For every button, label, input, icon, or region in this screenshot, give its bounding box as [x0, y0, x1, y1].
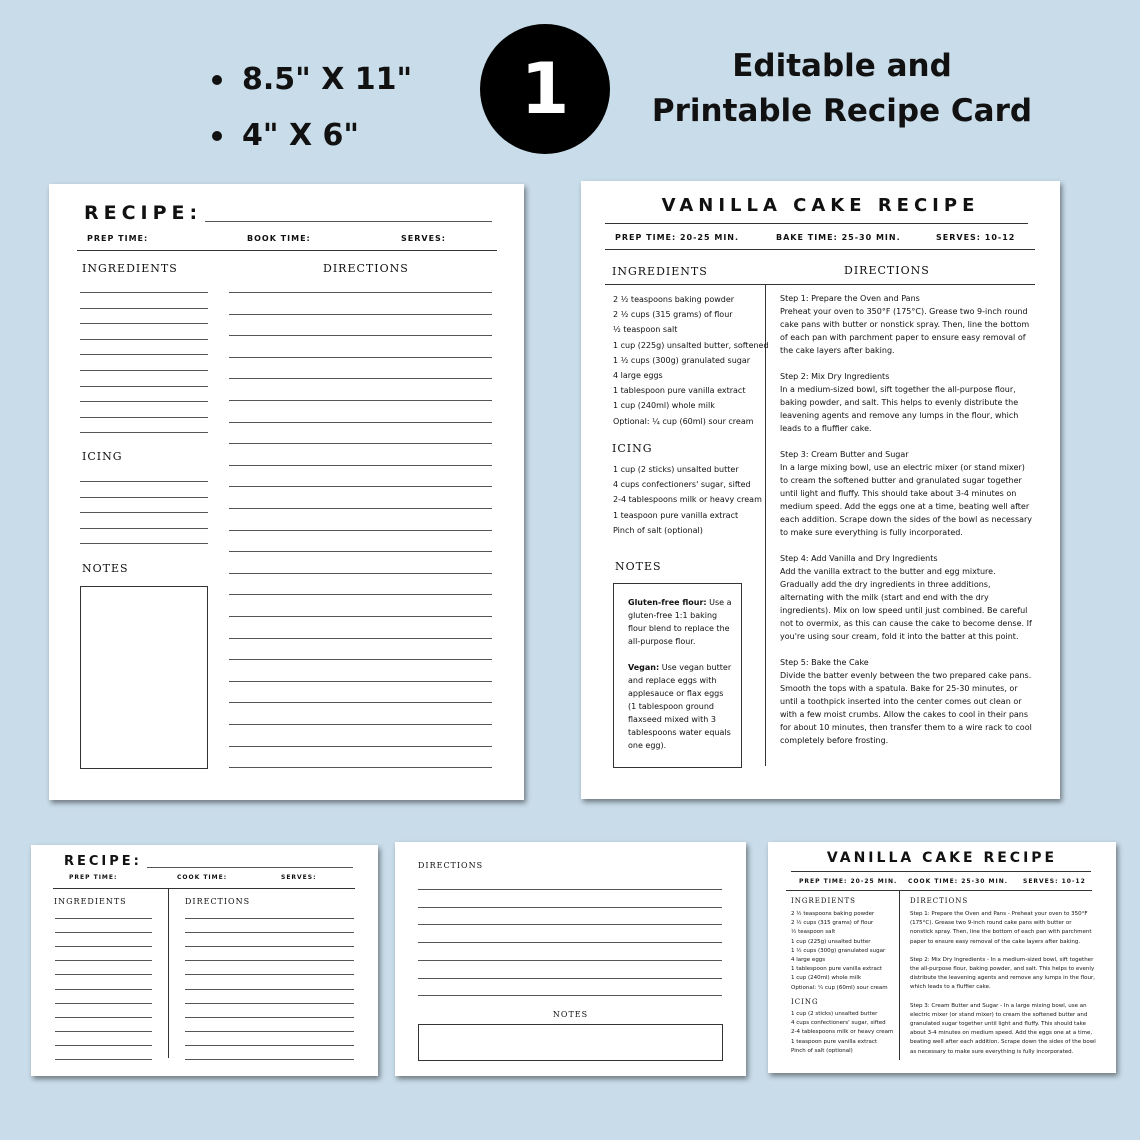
prep-time: PREP TIME: 20-25 MIN. — [615, 233, 740, 242]
direction-write-line[interactable] — [229, 443, 492, 444]
ingredient-write-line[interactable] — [55, 1031, 152, 1032]
blank-recipe-page — [49, 184, 524, 800]
recipe-label: RECIPE: — [84, 202, 203, 224]
step-title: Step 3: Cream Butter and Sugar — [780, 450, 909, 459]
icing-write-line[interactable] — [80, 497, 208, 498]
icing-heading: ICING — [791, 998, 819, 1006]
direction-write-line[interactable] — [229, 681, 492, 682]
direction-write-line[interactable] — [185, 1017, 354, 1018]
directions-heading: DIRECTIONS — [910, 897, 969, 905]
directions-steps — [910, 910, 1096, 1066]
serves-label: SERVES: — [401, 234, 447, 243]
directions-heading: DIRECTIONS — [185, 897, 251, 906]
directions-heading: DIRECTIONS — [844, 264, 930, 277]
list-item: 1 tablespoon pure vanilla extract — [613, 386, 746, 396]
page-title: Editable and Printable Recipe Card — [651, 48, 1033, 129]
direction-step — [780, 656, 1034, 747]
ingredient-write-line[interactable] — [55, 1059, 152, 1060]
bake-time: BAKE TIME: 25-30 MIN. — [776, 233, 901, 242]
direction-write-line[interactable] — [229, 314, 492, 315]
icing-write-line[interactable] — [80, 512, 208, 513]
direction-write-line[interactable] — [229, 530, 492, 531]
ingredient-write-line[interactable] — [80, 308, 208, 309]
direction-write-line[interactable] — [229, 465, 492, 466]
list-item: 1 ½ cups (300g) granulated sugar — [613, 355, 751, 365]
ingredient-list — [791, 910, 888, 993]
cook-time: COOK TIME: 25-30 MIN. — [908, 878, 1009, 885]
ingredient-write-line[interactable] — [55, 960, 152, 961]
icing-heading: ICING — [612, 442, 653, 455]
direction-write-line[interactable] — [418, 907, 722, 908]
direction-write-line[interactable] — [229, 335, 492, 336]
ingredient-write-line[interactable] — [80, 370, 208, 371]
icing-write-line[interactable] — [80, 543, 208, 544]
recipe-title: VANILLA CAKE RECIPE — [826, 850, 1058, 866]
ingredient-write-line[interactable] — [80, 401, 208, 402]
step-title: Step 5: Bake the Cake — [780, 658, 869, 667]
direction-write-line[interactable] — [185, 946, 354, 947]
recipe-card-back — [395, 842, 746, 1076]
direction-write-line[interactable] — [229, 724, 492, 725]
step-text: In a large mixing bowl, use an electric mixer (or stand mixer) to cream the softened butter and granulated sugar together until light and fluffy. This should take about 3-4 minutes on medium speed. Add the eggs one at a time, beating well after each addition. Scrape down the sides of the bowl as necessary to make sure everything is fully incorporated. — [780, 463, 1033, 537]
direction-step — [780, 448, 1034, 539]
list-item: 4 large eggs — [613, 371, 663, 381]
prep-time-label: PREP TIME: — [69, 874, 118, 881]
list-item: ½ teaspoon salt — [613, 325, 678, 335]
ingredient-write-line[interactable] — [80, 354, 208, 355]
direction-step — [780, 292, 1034, 357]
ingredient-write-line[interactable] — [80, 432, 208, 433]
size-list — [212, 52, 412, 164]
direction-write-line[interactable] — [418, 995, 722, 996]
step-text: Preheat your oven to 350°F (175°C). Grease two 9-inch round cake pans with butter or nonstick spray. Then, line the bottom of each pan with parchment paper to ensure easy removal of the cake layers after baking. — [780, 307, 1030, 355]
direction-step — [780, 552, 1034, 643]
list-item: 1 teaspoon pure vanilla extract — [613, 510, 739, 520]
direction-write-line[interactable] — [185, 1059, 354, 1060]
direction-step: Step 3: Cream Butter and Sugar - In a large mixing bowl, use an electric mixer (or stand mixer) to cream the softened butter and granulated sugar together until light and fluffy. This should take about 3-4 minutes on medium speed. Add the eggs one at a time, beating well after each addition. Scrape down the sides of the bowl as necessary to make sure everything is fully incorporated. — [910, 1002, 1096, 1055]
ingredients-heading: INGREDIENTS — [54, 897, 127, 906]
list-item: 1 tablespoon pure vanilla extract — [791, 966, 883, 973]
icing-write-line[interactable] — [80, 528, 208, 529]
icing-list — [791, 1010, 893, 1056]
recipe-label: RECIPE: — [64, 854, 142, 869]
direction-step — [780, 370, 1034, 435]
vanilla-cake-card — [768, 842, 1116, 1073]
directions-heading: DIRECTIONS — [323, 262, 409, 275]
prep-time: PREP TIME: 20-25 MIN. — [799, 878, 898, 885]
size-item: 8.5" X 11" — [212, 52, 412, 108]
direction-write-line[interactable] — [229, 638, 492, 639]
list-item: 1 cup (2 sticks) unsalted butter — [613, 465, 739, 474]
cook-time-label: COOK TIME: — [177, 874, 228, 881]
list-item: 4 large eggs — [791, 957, 826, 964]
direction-write-line[interactable] — [185, 1003, 354, 1004]
list-item: Optional: ¼ cup (60ml) sour cream — [613, 416, 754, 426]
direction-write-line[interactable] — [185, 932, 354, 933]
ingredients-heading: INGREDIENTS — [612, 265, 708, 278]
direction-write-line[interactable] — [229, 767, 492, 768]
list-item: 4 cups confectioners' sugar, sifted — [791, 1020, 886, 1027]
direction-write-line[interactable] — [229, 486, 492, 487]
bullet-icon — [212, 75, 222, 85]
direction-write-line[interactable] — [229, 551, 492, 552]
ingredient-list — [613, 292, 769, 429]
size-item: 4" X 6" — [212, 108, 412, 164]
direction-step: Step 1: Prepare the Oven and Pans - Preheat your oven to 350°F (175°C). Grease two 9-inch round cake pans with butter or nonstick spray. Then, line the bottom of each pan with parchment paper to ensure easy removal of the cake layers after baking. — [910, 911, 1092, 945]
recipe-title: VANILLA CAKE RECIPE — [661, 195, 980, 216]
directions-heading: DIRECTIONS — [418, 861, 484, 870]
list-item: ½ teaspoon salt — [791, 929, 836, 936]
direction-write-line[interactable] — [229, 659, 492, 660]
direction-write-line[interactable] — [418, 978, 722, 979]
step-text: Divide the batter evenly between the two prepared cake pans. Smooth the tops with a spatula. Bake for 25-30 minutes, or until a toothpick inserted into the center comes out clean or with a few moist crumbs. Allow the cakes to cool in their pans for about 10 minutes, then transfer them to a wire rack to cool completely before frosting. — [780, 671, 1032, 745]
direction-write-line[interactable] — [229, 357, 492, 358]
direction-write-line[interactable] — [185, 1031, 354, 1032]
list-item: 1 cup (2 sticks) unsalted butter — [791, 1011, 878, 1017]
direction-write-line[interactable] — [229, 400, 492, 401]
blank-recipe-card — [31, 845, 378, 1076]
notes-heading: NOTES — [552, 1010, 589, 1019]
list-item: 1 ½ cups (300g) granulated sugar — [791, 947, 886, 954]
ingredient-write-line[interactable] — [80, 292, 208, 293]
direction-write-line[interactable] — [418, 924, 722, 925]
ingredient-write-line[interactable] — [80, 417, 208, 418]
direction-write-line[interactable] — [229, 292, 492, 293]
list-item: 2 ½ teaspoons baking powder — [791, 911, 875, 917]
bullet-icon — [212, 131, 222, 141]
icing-list — [613, 462, 762, 538]
list-item: Pinch of salt (optional) — [791, 1047, 853, 1054]
step-title: Step 4: Add Vanilla and Dry Ingredients — [780, 554, 938, 563]
direction-write-line[interactable] — [185, 960, 354, 961]
direction-write-line[interactable] — [185, 974, 354, 975]
serves-label: SERVES: — [281, 874, 317, 881]
vanilla-cake-page — [581, 181, 1060, 799]
ingredient-write-line[interactable] — [55, 918, 152, 919]
notes-box — [613, 583, 742, 768]
prep-time-label: PREP TIME: — [87, 234, 149, 243]
direction-write-line[interactable] — [229, 702, 492, 703]
icing-write-line[interactable] — [80, 481, 208, 482]
notes-box[interactable] — [80, 586, 208, 769]
list-item: Optional: ¼ cup (60ml) sour cream — [791, 984, 888, 991]
direction-step: Step 2: Mix Dry Ingredients - In a medium-sized bowl, sift together the all-purpose flour, baking powder, and salt. This helps to evenly distribute the leavening agents and remove any lumps in the flour, which leads to a fluffier cake. — [910, 956, 1095, 991]
notes-box[interactable] — [418, 1024, 723, 1061]
ingredients-heading: INGREDIENTS — [791, 897, 856, 905]
step-title: Step 2: Mix Dry Ingredients — [780, 372, 890, 381]
ingredients-heading: INGREDIENTS — [82, 262, 178, 275]
list-item: 1 cup (240ml) whole milk — [613, 401, 715, 411]
list-item: 2 ½ teaspoons baking powder — [613, 295, 735, 304]
step-title: Step 1: Prepare the Oven and Pans — [780, 294, 920, 303]
direction-write-line[interactable] — [229, 594, 492, 595]
note-gluten-free: Gluten-free flour: Use a gluten-free 1:1 baking flour blend to replace the all-purpose flour. — [628, 598, 732, 646]
ingredient-write-line[interactable] — [55, 1017, 152, 1018]
list-item: 1 teaspoon pure vanilla extract — [791, 1038, 878, 1045]
ingredient-write-line[interactable] — [80, 323, 208, 324]
direction-write-line[interactable] — [229, 378, 492, 379]
direction-write-line[interactable] — [229, 422, 492, 423]
direction-write-line[interactable] — [185, 989, 354, 990]
ingredient-write-line[interactable] — [55, 989, 152, 990]
ingredient-write-line[interactable] — [55, 1045, 152, 1046]
list-item: 4 cups confectioners' sugar, sifted — [613, 480, 751, 490]
book-time-label: BOOK TIME: — [247, 234, 311, 243]
list-item: 2-4 tablespoons milk or heavy cream — [613, 495, 762, 505]
list-item: 1 cup (225g) unsalted butter, softened — [613, 340, 769, 350]
step-text: In a medium-sized bowl, sift together the all-purpose flour, baking powder, and salt. This helps to evenly distribute the leavening agents and remove any lumps in the flour, which leads to a fluffier cake. — [780, 385, 1019, 433]
directions-steps — [780, 292, 1034, 760]
note-vegan: Vegan: Use vegan butter and replace eggs with applesauce or flax eggs (1 tablespoon ground flaxseed mixed with 3 tablespoons water equals one egg). — [628, 663, 732, 750]
notes-heading: NOTES — [615, 560, 662, 573]
icing-heading: ICING — [82, 450, 123, 463]
count-badge: 1 — [480, 24, 610, 154]
direction-write-line[interactable] — [229, 616, 492, 617]
direction-write-line[interactable] — [229, 746, 492, 747]
ingredient-write-line[interactable] — [55, 1003, 152, 1004]
list-item: 1 cup (225g) unsalted butter — [791, 938, 871, 945]
ingredient-write-line[interactable] — [55, 946, 152, 947]
serves: SERVES: 10-12 — [1023, 878, 1086, 885]
list-item: 2 ½ cups (315 grams) of flour — [791, 920, 874, 927]
step-text: Add the vanilla extract to the butter and egg mixture. Gradually add the dry ingredients in three additions, alternating with the milk (start and end with the dry ingredients). Mix on low speed until just combined. Be careful not to overmix, as this can cause the cake to become dense. If you're using sour cream, fold it into the batter at this point. — [780, 567, 1032, 641]
direction-write-line[interactable] — [418, 942, 722, 943]
direction-write-line[interactable] — [418, 960, 722, 961]
ingredient-write-line[interactable] — [55, 932, 152, 933]
list-item: 2 ½ cups (315 grams) of flour — [613, 310, 733, 320]
direction-write-line[interactable] — [229, 573, 492, 574]
list-item: Pinch of salt (optional) — [613, 525, 703, 535]
direction-write-line[interactable] — [229, 508, 492, 509]
list-item: 1 cup (240ml) whole milk — [791, 975, 862, 982]
ingredient-write-line[interactable] — [80, 339, 208, 340]
ingredient-write-line[interactable] — [55, 974, 152, 975]
serves: SERVES: 10-12 — [936, 233, 1016, 242]
direction-write-line[interactable] — [185, 918, 354, 919]
direction-write-line[interactable] — [418, 889, 722, 890]
list-item: 2-4 tablespoons milk or heavy cream — [791, 1029, 894, 1036]
direction-write-line[interactable] — [185, 1045, 354, 1046]
ingredient-write-line[interactable] — [80, 386, 208, 387]
notes-heading: NOTES — [82, 562, 129, 575]
